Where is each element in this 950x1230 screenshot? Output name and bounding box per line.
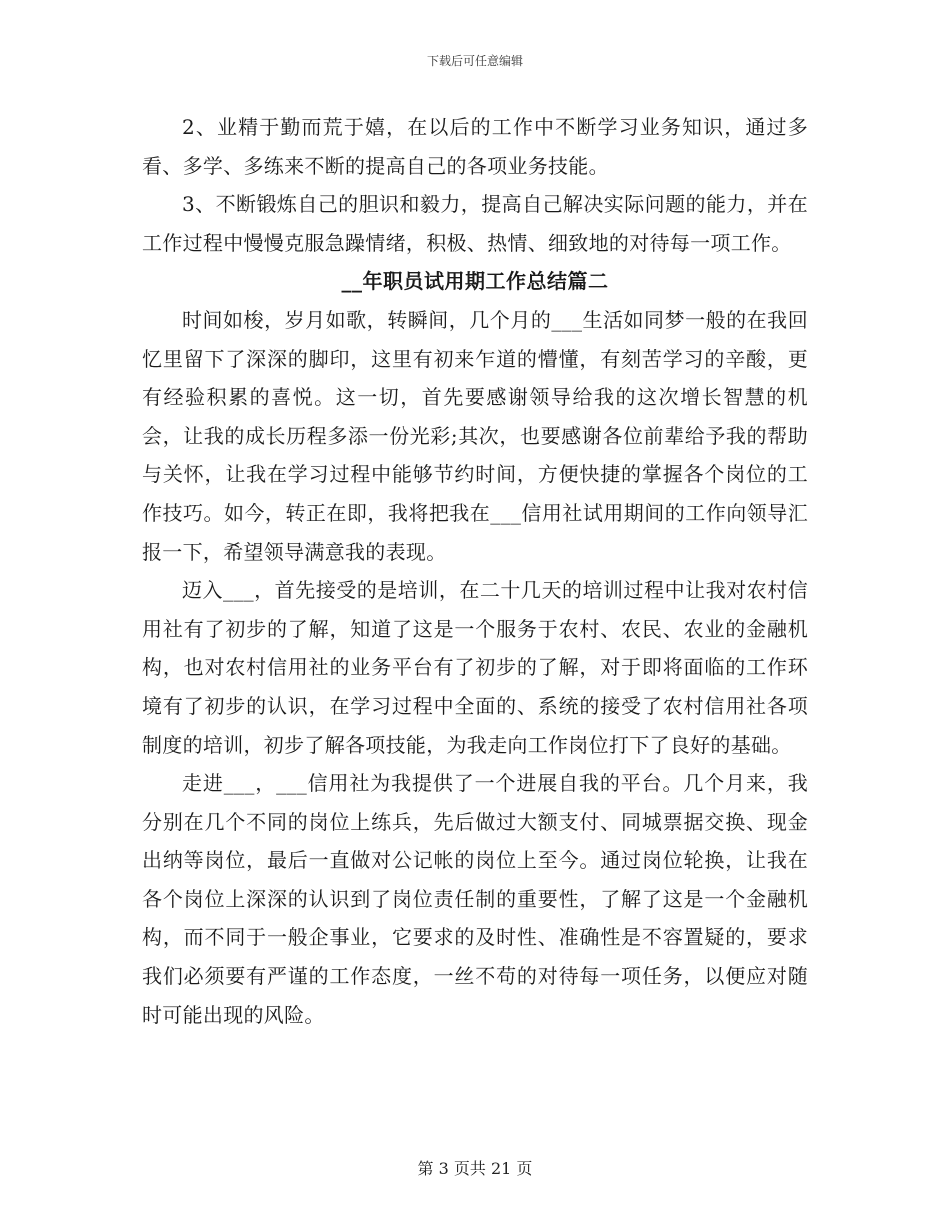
page-number: 第 3 页共 21 页 [417,1159,533,1178]
document-body [142,108,808,1034]
paragraph-intro: 时间如梭，岁月如歌，转瞬间，几个月的___生活如同梦一般的在我回忆里留下了深深的脚印，这里有初来乍道的懵懂，有刻苦学习的辛酸，更有经验积累的喜悦。这一切，首先要感谢领导给我的这次增长智慧的机会，让我的成长历程多添一份光彩;其次，也要感谢各位前辈给予我的帮助与关怀，让我在学习过程中能够节约时间，方便快捷的掌握各个岗位的工作技巧。如今，转正在即，我将把我在___信用社试用期间的工作向领导汇报一下，希望领导满意我的表现。 [142,307,808,564]
paragraph-training: 迈入___，首先接受的是培训，在二十几天的培训过程中让我对农村信用社有了初步的了解，知道了这是一个服务于农村、农民、农业的金融机构，也对农村信用社的业务平台有了初步的了解，对于即将面临的工作环境有了初步的认识，在学习过程中全面的、系统的接受了农村信用社各项制度的培训，初步了解各项技能，为我走向工作岗位打下了良好的基础。 [142,578,808,757]
section-title: __年职员试用期工作总结篇二 [341,269,609,294]
paragraph-item-3: 3、不断锻炼自己的胆识和毅力，提高自己解决实际问题的能力，并在工作过程中慢慢克服急躁情绪，积极、热情、细致地的对待每一项工作。 [142,192,808,255]
paragraph-item-2: 2、业精于勤而荒于嬉，在以后的工作中不断学习业务知识，通过多看、多学、多练来不断的提高自己的各项业务技能。 [142,115,808,178]
page-header: 下载后可任意编辑 [426,54,523,68]
paragraph-positions: 走进___，___信用社为我提供了一个进展自我的平台。几个月来，我分别在几个不同的岗位上练兵，先后做过大额支付、同城票据交换、现金出纳等岗位，最后一直做对公记帐的岗位上至今。通过岗位轮换，让我在各个岗位上深深的认识到了岗位责任制的重要性，了解了这是一个金融机构，而不同于一般企事业，它要求的及时性、准确性是不容置疑的，要求我们必须要有严谨的工作态度，一丝不苟的对待每一项任务，以便应对随时可能出现的风险。 [142,771,808,1027]
